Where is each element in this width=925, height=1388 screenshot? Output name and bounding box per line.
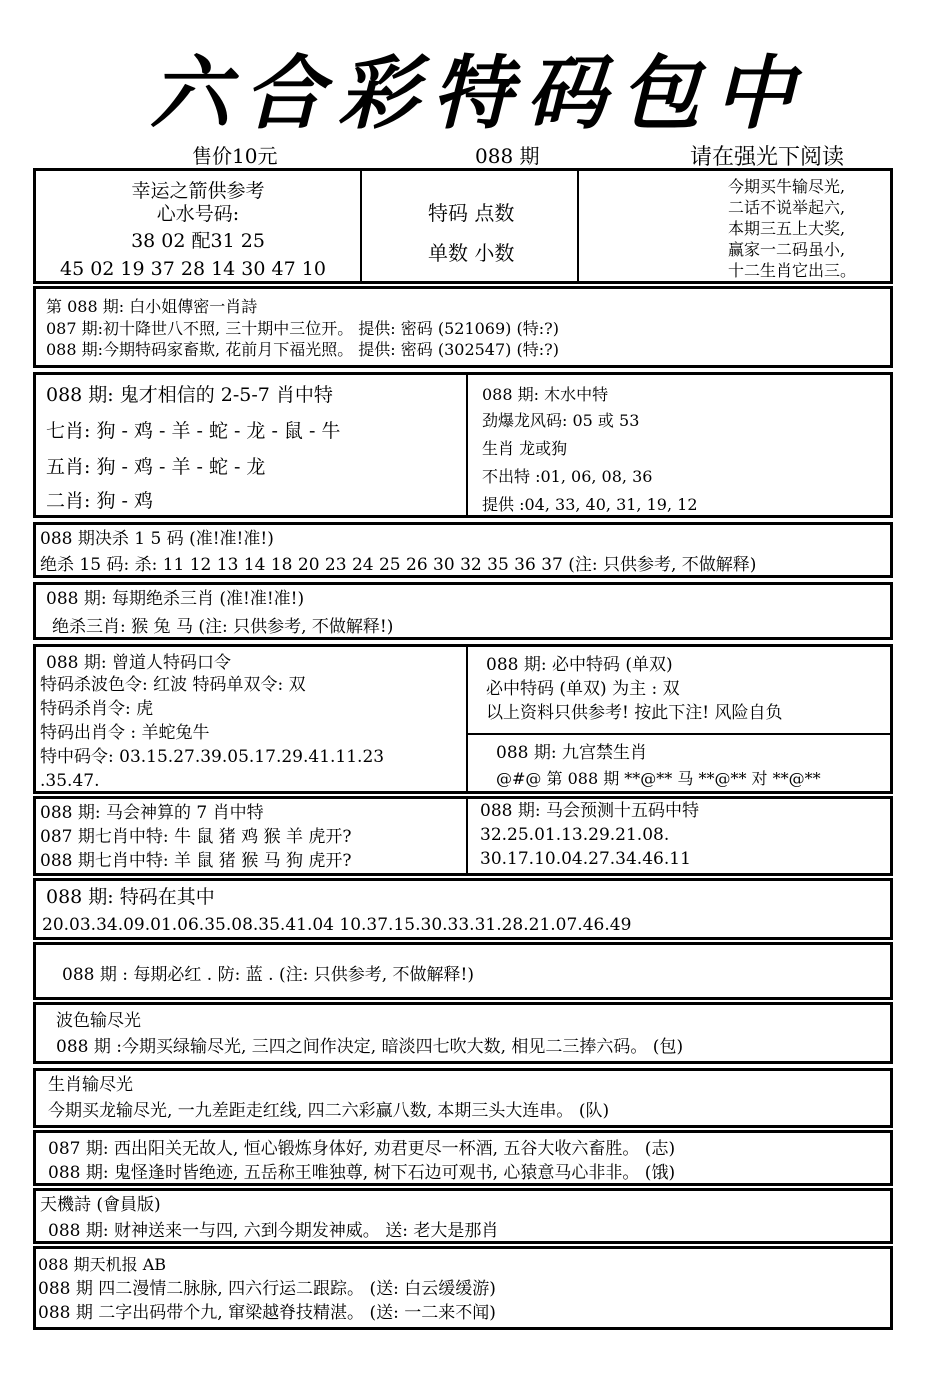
taoist-title: 088 期: 曾道人特码口令 xyxy=(46,653,231,673)
must-line-1: 必中特码 (单双) 为主 : 双 xyxy=(486,679,680,699)
special-section xyxy=(33,878,893,940)
wave-title: 波色输尽光 xyxy=(56,1011,141,1031)
taoist-line-3: 特码出肖令 : 羊蛇兔牛 xyxy=(40,723,210,743)
poem-line-2: 二话不说举起六, xyxy=(728,198,846,217)
poem-line-1: 今期买牛输尽光, xyxy=(728,177,846,196)
wood-title: 088 期: 木水中特 xyxy=(482,385,609,404)
lucky-title: 幸运之箭供参考 xyxy=(131,180,265,202)
red-line: 088 期 : 每期必红 . 防: 蓝 . (注: 只供参考, 不做解释!) xyxy=(62,965,474,985)
kill-15-numbers: 绝杀 15 码: 杀: 11 12 13 14 18 20 23 24 25 26 30 32 35 36 37 (注: 只供参考, 不做解释) xyxy=(40,555,757,575)
taoist-line-2: 特码杀肖令: 虎 xyxy=(40,699,154,719)
horse15-line-2: 30.17.10.04.27.34.46.11 xyxy=(480,849,691,869)
heaven-section xyxy=(33,1188,893,1244)
horse7-title: 088 期: 马会神算的 7 肖中特 xyxy=(40,803,264,823)
ghost-seven: 七肖: 狗 - 鸡 - 羊 - 蛇 - 龙 - 鼠 - 牛 xyxy=(46,420,341,442)
report-section xyxy=(33,1246,893,1330)
white-lady-poem-section xyxy=(33,286,893,368)
lucky-subtitle: 心水号码: xyxy=(156,203,240,225)
wave-section xyxy=(33,1002,893,1064)
taoist-line-5: .35.47. xyxy=(40,771,100,791)
horse15-title: 088 期: 马会预测十五码中特 xyxy=(480,801,699,821)
horse7-line-1: 087 期七肖中特: 牛 鼠 猪 鸡 猴 羊 虎开? xyxy=(40,827,352,847)
wood-zodiac: 生肖 龙或狗 xyxy=(482,439,568,458)
poem-section-088: 088 期:今期特码家畜欺, 花前月下福光照。 提供: 密码 (302547) (特:?) xyxy=(46,340,559,359)
report-line-1: 088 期 四二漫情二脉脉, 四六行运二跟踪。 (送: 白云缓缓游) xyxy=(38,1279,496,1299)
report-title: 088 期天机报 AB xyxy=(38,1255,167,1274)
taoist-line-1: 特码杀波色令: 红波 特码单双令: 双 xyxy=(40,675,306,695)
zodiac-lose-section xyxy=(33,1068,893,1128)
odd-small: 单数 小数 xyxy=(428,241,515,265)
ghost-title: 088 期: 鬼才相信的 2-5-7 肖中特 xyxy=(46,384,333,406)
nine-title: 088 期: 九宫禁生肖 xyxy=(496,743,647,763)
ghost-five: 五肖: 狗 - 鸡 - 羊 - 蛇 - 龙 xyxy=(46,456,266,478)
special-points: 特码 点数 xyxy=(428,201,515,225)
horse7-line-2: 088 期七肖中特: 羊 鼠 猪 猴 马 狗 虎开? xyxy=(40,851,352,871)
must-title: 088 期: 必中特码 (单双) xyxy=(486,655,673,675)
must-line-2: 以上资料只供参考! 按此下注! 风险自负 xyxy=(486,703,783,723)
wave-line: 088 期 :今期买绿输尽光, 三四之间作决定, 暗淡四七吹大数, 相见二三捧六码。 (包) xyxy=(56,1037,684,1057)
poem-line-3: 本期三五上大奖, xyxy=(728,219,846,238)
wood-dragon: 劲爆龙风码: 05 或 53 xyxy=(482,411,640,430)
special-numbers: 20.03.34.09.01.06.35.08.35.41.04 10.37.15.30.33.31.28.21.07.46.49 xyxy=(42,915,632,935)
kill-15-section xyxy=(33,522,893,578)
zodiac-lose-title: 生肖输尽光 xyxy=(48,1075,133,1095)
price-label: 售价10元 xyxy=(192,144,278,168)
verse-088: 088 期: 鬼怪逢时皆绝迹, 五岳称王唯独尊, 树下石边可观书, 心猿意马心非非。 (饿) xyxy=(48,1163,676,1183)
page-title: 六合彩特码包中 xyxy=(150,46,808,140)
lucky-numbers-1: 38 02 配31 25 xyxy=(131,230,265,252)
taoist-line-4: 特中码令: 03.15.27.39.05.17.29.41.11.23 xyxy=(40,747,385,767)
special-title: 088 期: 特码在其中 xyxy=(46,886,215,908)
nine-line: @#@ 第 088 期 **@** 马 **@** 对 **@** xyxy=(496,769,821,788)
top-section xyxy=(33,168,893,284)
horse15-line-1: 32.25.01.13.29.21.08. xyxy=(480,825,670,845)
poem-section-title: 第 088 期: 白小姐傳密一肖詩 xyxy=(46,297,258,316)
ghost-wood-section xyxy=(33,372,893,518)
ghost-two: 二肖: 狗 - 鸡 xyxy=(46,490,153,512)
report-line-2: 088 期 二字出码带个九, 窜梁越脊技精湛。 (送: 一二来不闻) xyxy=(38,1303,496,1323)
zodiac-lose-line: 今期买龙输尽光, 一九差距走红线, 四二六彩赢八数, 本期三头大连串。 (队) xyxy=(48,1101,610,1121)
kill-3-title: 088 期: 每期绝杀三肖 (准!准!准!) xyxy=(46,589,305,609)
heaven-title: 天機詩 (會員版) xyxy=(40,1195,161,1215)
wood-not-out: 不出特 :01, 06, 08, 36 xyxy=(482,467,653,486)
verse-087: 087 期: 西出阳关无故人, 恒心锻炼身体好, 劝君更尽一杯酒, 五谷大收六畜胜。 (志) xyxy=(48,1139,676,1159)
kill-3-line: 绝杀三肖: 猴 兔 马 (注: 只供参考, 不做解释!) xyxy=(52,617,394,637)
taoist-section xyxy=(33,644,893,794)
verse-section xyxy=(33,1130,893,1186)
reading-note: 请在强光下阅读 xyxy=(690,145,845,170)
issue-label: 088 期 xyxy=(475,144,540,168)
wood-provide: 提供 :04, 33, 40, 31, 19, 12 xyxy=(482,495,698,514)
kill-15-title: 088 期决杀 1 5 码 (准!准!准!) xyxy=(40,529,274,549)
poem-section-087: 087 期:初十降世八不照, 三十期中三位开。 提供: 密码 (521069) (特:?) xyxy=(46,319,559,338)
kill-3-section xyxy=(33,582,893,640)
red-section xyxy=(33,942,893,1000)
lucky-numbers-2: 45 02 19 37 28 14 30 47 10 xyxy=(60,258,326,280)
poem-line-5: 十二生肖它出三。 xyxy=(728,261,857,280)
heaven-line: 088 期: 财神送来一与四, 六到今期发神威。 送: 老大是那肖 xyxy=(48,1221,499,1241)
horse-section xyxy=(33,796,893,876)
poem-line-4: 赢家一二码虽小, xyxy=(728,240,846,259)
